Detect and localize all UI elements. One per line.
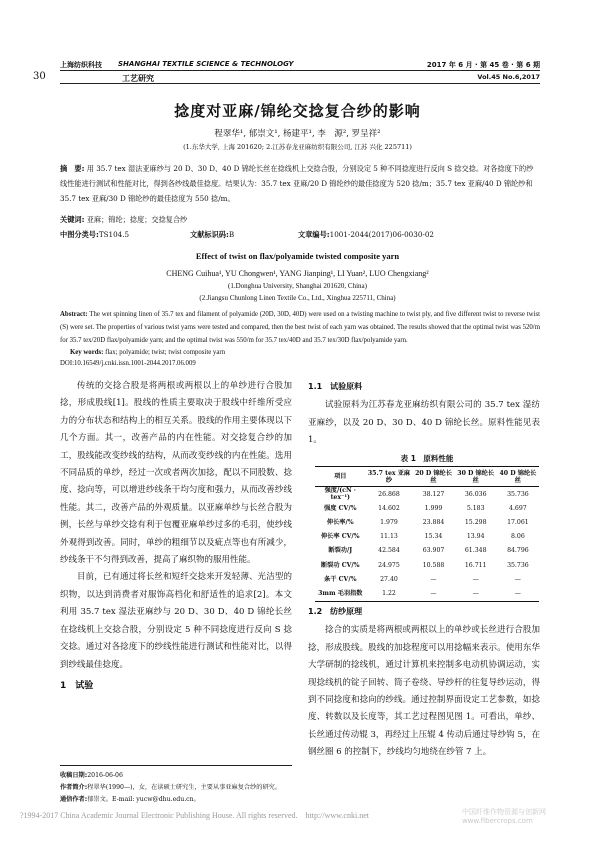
footnote-rule — [60, 765, 292, 766]
corresponding-author — [60, 794, 300, 806]
table-header-row — [315, 467, 539, 487]
table-cell: 1.22 — [366, 586, 413, 601]
keywords-cn-text: 亚麻；锦纶；捻度；交捻复合纱 — [86, 215, 188, 224]
paragraph-intro-1: 传统的交捻合股是将两根或两根以上的单纱进行合股加捻，形成股线[1]。股线的性质主要取决于股线中纤维所受应力的分布状态和结构上的相互关系。股线的作用主要体现以下几个方面。其一，改善产品的内在性能。对交捻复合纱的加工，股线能改变纱线的结构，从而改变纱线的内在性能。选用不同品质的单纱，经过一次或者两次加捻，配以不同股数、捻度、捻向等，可以增进纱线条干均匀度和强力，从而改善纱线性能。其二，改善产品的外观质量。以亚麻单纱与长丝合股为例，长丝与单纱交捻有利于包覆亚麻单纱过多的毛羽，使纱线外观得到改善。同时，单纱的粗细节以及疵点等也有所减少，纱线条干不匀得到改善，提高了麻织物的服用性能。 — [60, 381, 292, 566]
table-1-caption: 表 1 原料性能 — [400, 454, 454, 463]
table-cell: 61.348 — [464, 547, 487, 555]
affiliation: (1.东华大学, 上海 201620; 2.江苏春龙亚麻纺织有限公司, 江苏 兴化 225711) — [183, 143, 412, 151]
table-header-cell: 40 D 锦纶长丝 — [497, 467, 539, 487]
table-cell: 13.94 — [466, 533, 485, 541]
table-cell: — — [472, 575, 479, 583]
table-header-cell: 30 D 锦纶长丝 — [455, 467, 497, 487]
table-cell: 8.06 — [511, 533, 525, 541]
received-date — [60, 770, 300, 782]
section-1-heading: 1 试验 — [60, 680, 94, 691]
abstract-cn-text: 用 35.7 tex 湿法亚麻纱与 20 D、30 D、40 D 锦纶长丝在捻线机上交捻合股，分别设定 5 种不同捻度进行反向 S 捻交捻。对各捻度下的纱线性能进行测试和性能对比，得到各纱线最佳捻度。结果认为：35.7 tex 亚麻/20 D 锦纶纱的最佳捻度为 520 捻/m；35.7 tex 亚麻/40 D 锦纶纱和 35.7 tex 亚麻/30 D 锦纶纱的最佳捻度为 550 捻/m。 — [60, 164, 534, 203]
table-cell: 3mm 毛羽指数 — [315, 586, 366, 601]
author-list-en: CHENG Cuihua¹, YU Chongwen¹, YANG Jianping¹, LI Yuan², LUO Chengxiang² — [166, 269, 429, 278]
column-name: 工艺研究 — [122, 74, 154, 83]
table-cell: 断裂功/J — [328, 547, 353, 555]
table-cell: 24.975 — [378, 561, 400, 569]
received-label: 收稿日期: — [60, 772, 88, 779]
table-row — [315, 530, 539, 544]
article-no-field — [298, 230, 434, 240]
cnki-url[interactable]: http://www.cnki.net — [305, 811, 369, 820]
table-cell: 强度 CV/% — [324, 504, 357, 512]
body-left-column — [60, 378, 292, 695]
table-cell: 10.588 — [422, 561, 445, 569]
table-cell: 26.868 — [378, 490, 400, 498]
table-cell: 17.061 — [507, 518, 529, 526]
table-cell: 16.711 — [464, 561, 487, 569]
journal-name-en: SHANGHAI TEXTILE SCIENCE & TECHNOLOGY — [118, 60, 294, 68]
table-cell: 伸长率 CV/% — [320, 533, 360, 541]
table-row — [315, 515, 539, 529]
body-right-column-bottom — [308, 603, 540, 762]
table-header-cell: 20 D 锦纶长丝 — [412, 467, 454, 487]
table-cell: 84.796 — [507, 547, 529, 555]
page-number: 30 — [33, 71, 46, 82]
table-cell: 27.40 — [380, 575, 398, 583]
table-cell: 35.736 — [507, 490, 529, 498]
table-cell: 伸长率/% — [326, 518, 354, 526]
keywords-cn-label: 关键词: — [60, 215, 85, 224]
issue-cn: 2017 年 6 月 · 第 45 卷 · 第 6 期 — [426, 61, 540, 69]
article-no-label: 文章编号: — [298, 230, 330, 239]
table-cell: 15.298 — [464, 518, 487, 526]
table-row — [315, 586, 539, 601]
doc-code-label: 文献标识码: — [190, 230, 229, 239]
author-list: 程翠华¹, 郁崇文¹, 杨建平¹, 李 源², 罗呈祥² — [214, 129, 381, 139]
table-cell: 36.036 — [464, 490, 487, 498]
paragraph-spinning-principle: 捻合的实质是将两根或两根以上的单纱或长丝进行合股加捻，形成股线。股线的加捻程度可以用捻幅来表示。使用东华大学研制的捻线机，通过计算机来控制多电动机协调运动，实现捻线机的锭子回转、筒子卷绕、导纱杆的往复导纱运动，得到不同捻度和捻向的纱线。通过控制界面设定工艺参数，如捻度、转数以及长度等，其工艺过程图见图 1。可看出，单纱、长丝通过传动辊 3，再经过上压辊 4 传动后通过导纱钩 5，在钢丝圈 6 的控制下，纱线均匀地绕在纱管 7 上。 — [308, 625, 540, 758]
table-row — [315, 558, 539, 572]
keywords-cn — [60, 215, 187, 225]
table-cell: 15.34 — [424, 533, 443, 541]
table-cell: 42.584 — [378, 547, 400, 555]
table-cell: — — [455, 586, 497, 601]
table-1 — [315, 466, 539, 602]
received-value: 2016-06-06 — [87, 772, 123, 779]
table-cell: 35.736 — [507, 561, 529, 569]
author-bio-value: 程翠华(1990—)，女，在读硕士研究生，主要从事亚麻复合纱的研究。 — [87, 784, 282, 791]
paper-title-en: Effect of twist on flax/polyamide twisted composite yarn — [195, 251, 400, 261]
table-row — [315, 501, 539, 515]
keywords-en — [70, 349, 225, 356]
table-cell: — — [412, 586, 454, 601]
table-cell: 11.13 — [380, 533, 398, 541]
table-cell: — — [514, 575, 521, 583]
table-cell: 63.907 — [422, 547, 445, 555]
affiliation-en-2: (2.Jiangsu Chunlong Linen Textile Co., Ltd., Xinghua 225711, China) — [199, 294, 396, 302]
abstract-en-text: The wet spinning linen of 35.7 tex and filament of polyamide (20D, 30D, 40D) were used on a twisting machine to twist ply, and five different twist to reverse twist (S) were set. The properties of various twist yarns were tested and compared, then the best twist of each yarn was obtained. The results showed that the optimal twist was 520/m for 35.7 tex/20D flax/polyamide yarn; and the optimal twist was 550/m for 35.7 tex/40D and 35.7 tex/30D flax/polyamide yarn. — [60, 311, 540, 344]
doc-code-value: B — [228, 230, 235, 239]
abstract-cn-label: 摘 要: — [60, 164, 85, 173]
watermark: 中国纤维作物资源与创新网 www.fibercrops.com — [462, 808, 546, 825]
journal-name-cn: 上海纺织科技 — [60, 61, 102, 69]
table-row — [315, 544, 539, 558]
table-cell: 38.127 — [422, 490, 445, 498]
clc-value: TS104.5 — [98, 230, 130, 239]
table-cell: 条干 CV/% — [324, 575, 357, 583]
paragraph-materials: 试验原料为江苏春龙亚麻纺织有限公司的 35.7 tex 湿纺亚麻纱，以及 20 D、30 D、40 D 锦纶长丝。原料性能见表 1。 — [308, 400, 540, 446]
corresponding-label: 通信作者: — [60, 796, 88, 803]
table-cell: 1.999 — [424, 504, 443, 512]
keywords-en-text: flax; polyamide; twist; twist composite yarn — [105, 349, 225, 356]
abstract-en-label: Abstract: — [60, 311, 88, 318]
author-bio — [60, 782, 300, 794]
paragraph-intro-2: 目前，已有通过将长丝和短纤交捻来开发轻薄、光洁型的织物，以达到消费者对服饰高档化和舒适性的追求[2]。本文利用 35.7 tex 湿法亚麻纱与 20 D、30 D、40 D 锦纶长丝在捻线机上交捻合股，分别设定 5 种不同捻度进行反向 S 捻交捻。通过对各捻度下的纱线性能进行测试和性能对比，以得到纱线最佳捻度。 — [60, 572, 292, 670]
doc-code-field — [190, 230, 234, 240]
table-cell: 5.183 — [466, 504, 485, 512]
abstract-en — [60, 308, 540, 347]
table-header-cell: 35.7 tex 亚麻纱 — [366, 467, 413, 487]
paper-title: 捻度对亚麻/锦纶交捻复合纱的影响 — [174, 102, 421, 120]
section-1-2-heading: 1.2 纺纱原理 — [308, 607, 363, 616]
table-cell: 14.602 — [378, 504, 400, 512]
table-header-cell: 项目 — [315, 467, 366, 487]
doi: DOI:10.16549/j.cnki.issn.1001-2044.2017.06.009 — [60, 360, 196, 367]
header-rule — [60, 70, 540, 71]
clc-label: 中图分类号: — [60, 230, 99, 239]
keywords-en-label: Key words: — [70, 349, 104, 356]
issue-en: Vol.45 No.6,2017 — [477, 73, 540, 81]
table-cell: 强度/(cN · tex⁻¹) — [324, 487, 356, 502]
table-cell: — — [430, 575, 437, 583]
corresponding-value: 郁崇文。E-mail: yucw@dhu.edu.cn。 — [87, 796, 200, 803]
table-cell: 4.697 — [509, 504, 527, 512]
table-cell: — — [497, 586, 539, 601]
body-right-column-top — [308, 378, 540, 450]
table-cell: 1.979 — [380, 518, 398, 526]
clc-field — [60, 230, 129, 240]
table-cell: 23.884 — [422, 518, 445, 526]
abstract-cn — [60, 161, 540, 206]
table-row — [315, 487, 539, 502]
author-bio-label: 作者简介: — [60, 784, 88, 791]
header-rule-2 — [60, 83, 540, 84]
article-no-value: 1001-2044(2017)06-0030-02 — [329, 230, 434, 239]
affiliation-en-1: (1.Donghua University, Shanghai 201620, China) — [228, 282, 367, 290]
section-1-1-heading: 1.1 试验原料 — [308, 382, 363, 391]
table-cell: 断裂功 CV/% — [320, 561, 360, 569]
footnote — [60, 770, 300, 806]
table-row — [315, 572, 539, 586]
copyright-notice: ?1994-2017 China Academic Journal Electronic Publishing House. All rights reserved. — [20, 811, 298, 820]
